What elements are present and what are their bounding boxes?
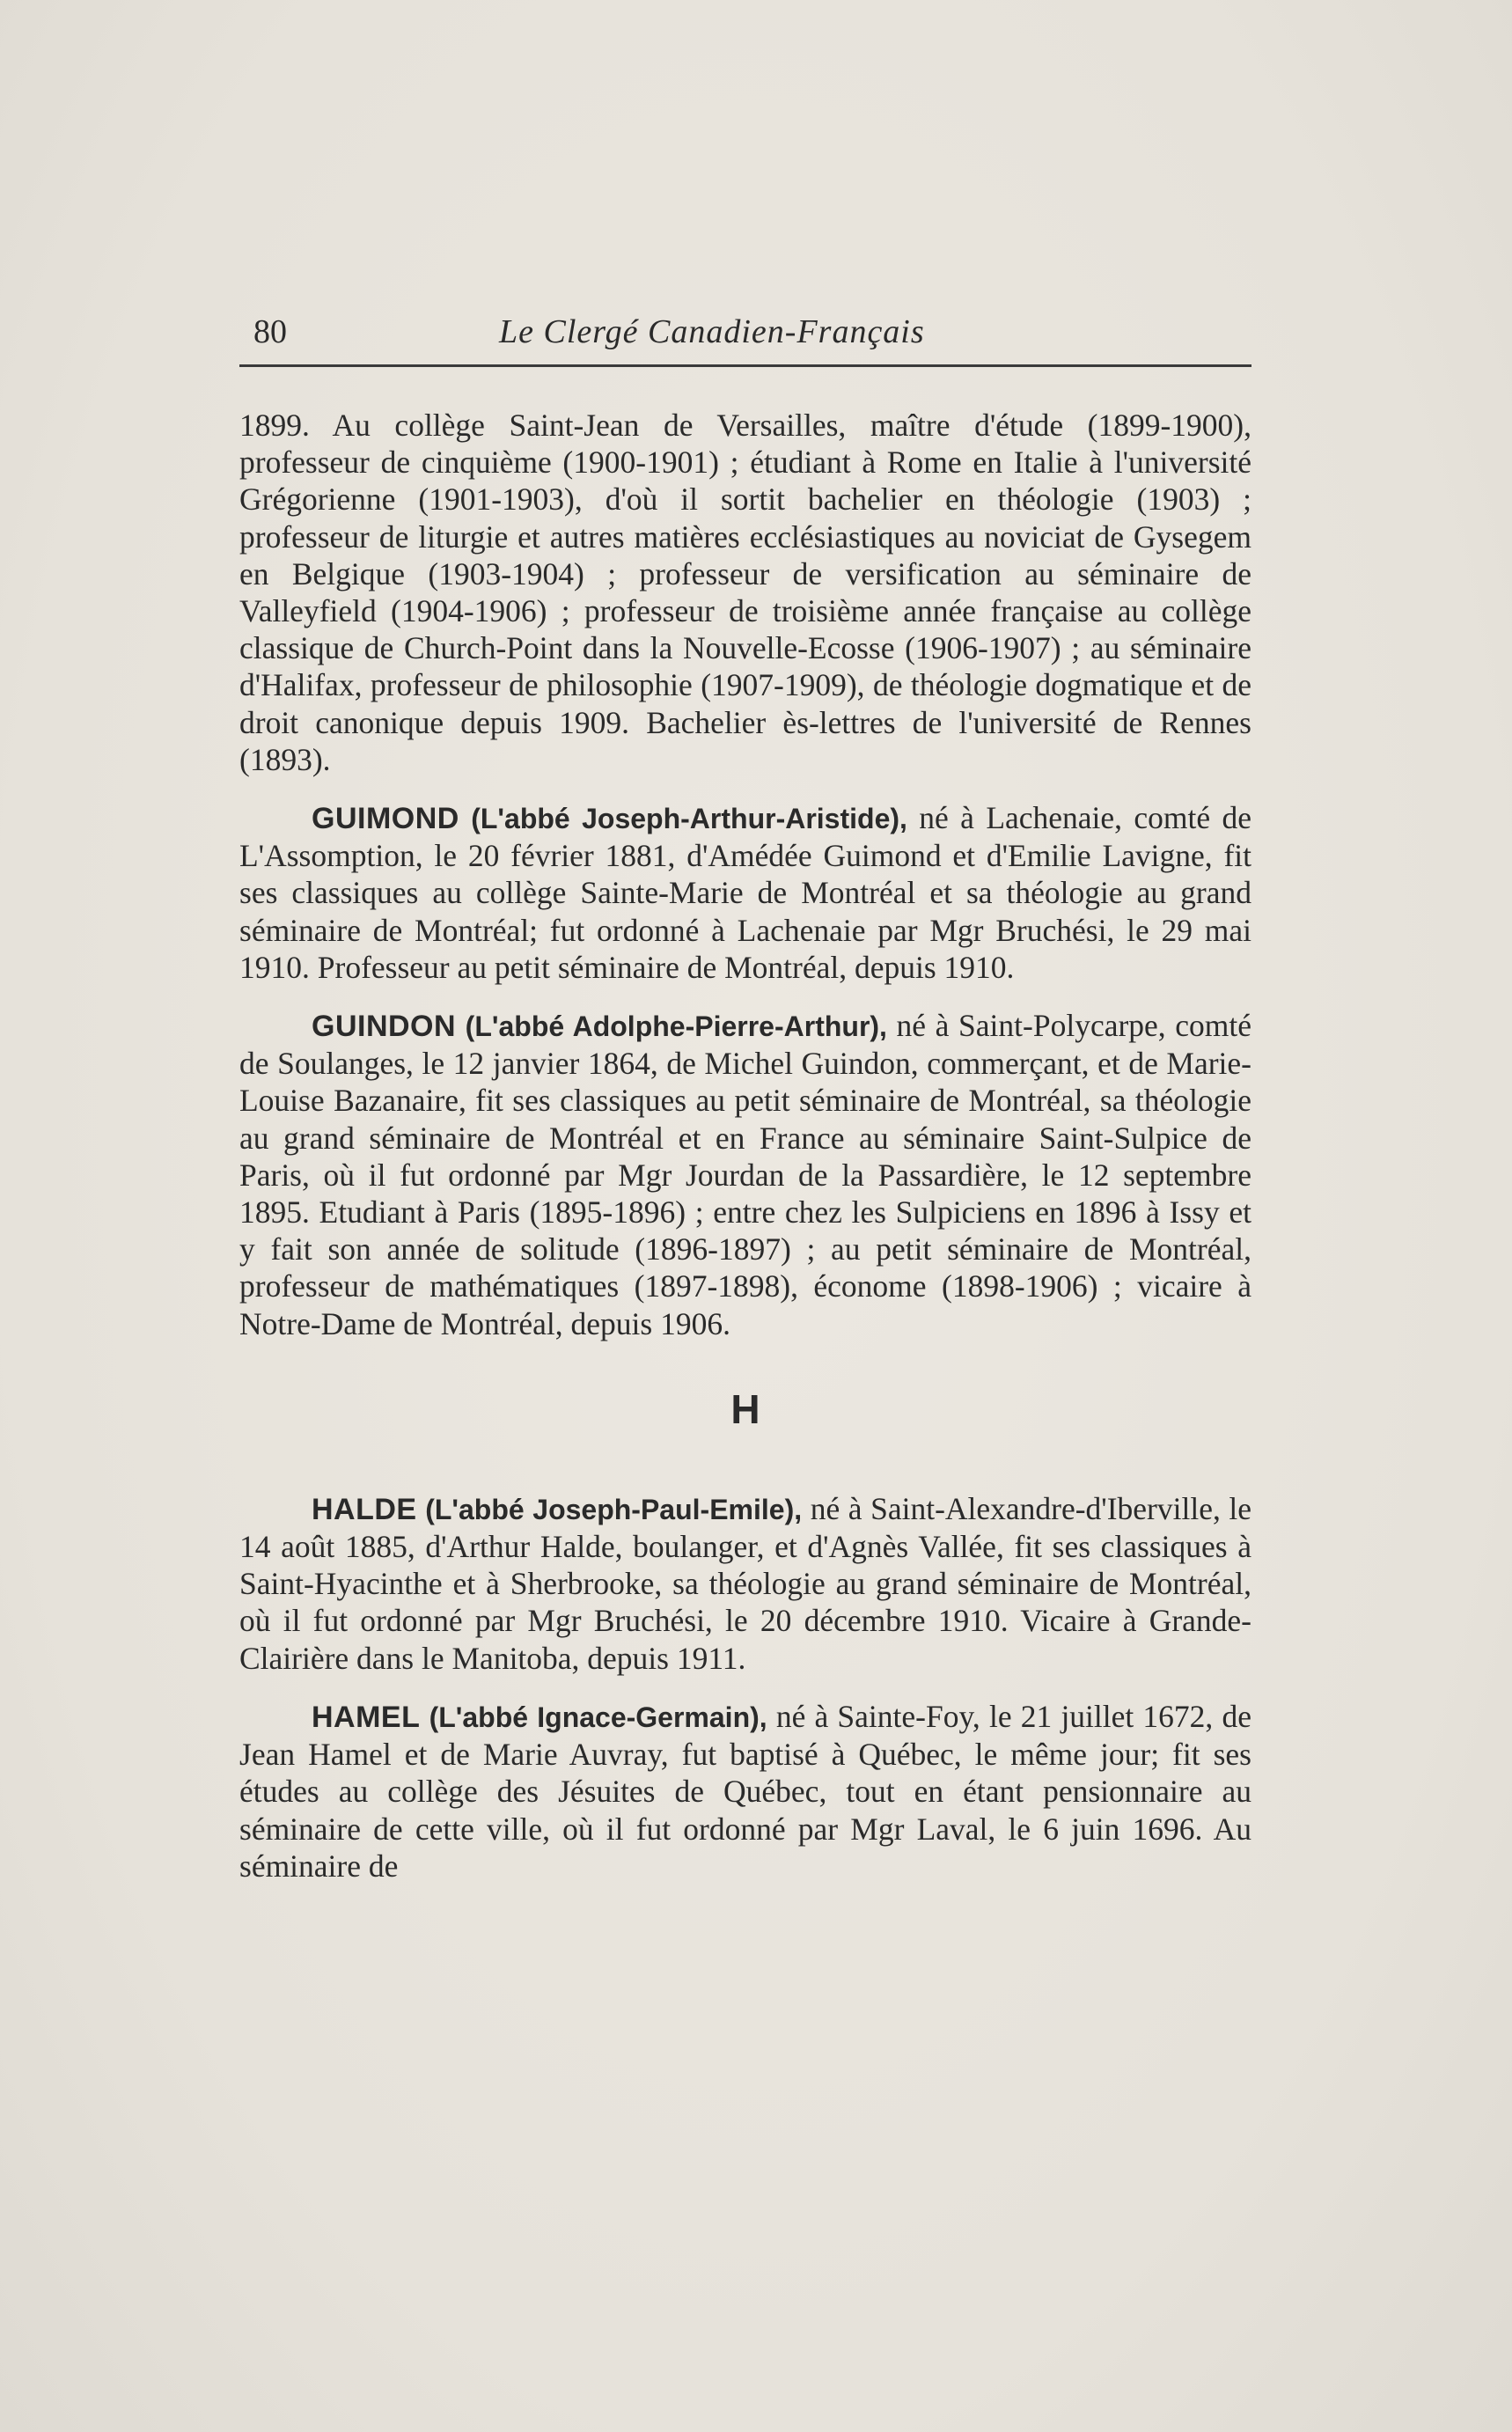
entry-halde (239, 1490, 1251, 1677)
running-title: Le Clergé Canadien-Français (499, 313, 925, 350)
page-header (239, 310, 1251, 363)
entry-surname: HALDE (312, 1492, 417, 1526)
entry-guindon (239, 1007, 1251, 1342)
entry-given-names: (L'abbé Joseph-Arthur-Aristide), (471, 803, 907, 835)
page-body (239, 407, 1251, 1906)
entry-surname: GUINDON (312, 1010, 457, 1044)
entry-surname: GUIMOND (312, 802, 459, 836)
entry-text: né à Saint-Polycarpe, comté de Soulanges, le 12 janvier 1864, de Michel Guindon, commerçant, et de Marie-Louise Bazanaire, fit ses classiques au petit séminaire de Montréal, sa théologie au grand séminaire de Montréal et en France au séminaire Saint-Sulpice de Paris, où il fut ordonné par Mgr Jourdan de la Passardière, le 12 septembre 1895. Etudiant à Paris (1895-1896) ; entre chez les Sulpiciens en 1896 à Issy et y fait son année de solitude (1896-1897) ; au petit séminaire de Montréal, professeur de mathématiques (1897-1898), économe (1898-1906) ; vicaire à Notre-Dame de Montréal, depuis 1906. (239, 1008, 1252, 1341)
entry-hamel (239, 1698, 1251, 1885)
entry-given-names: (L'abbé Adolphe-Pierre-Arthur), (465, 1010, 887, 1043)
entry-text: né à Lachenaie, comté de L'Assomption, le 20 février 1881, d'Amédée Guimond et d'Emilie Lavigne, fit ses classiques au collège Sainte-Marie de Montréal et sa théologie au grand séminaire de Montréal; fut ordonné à Lachenaie par Mgr Bruchési, le 29 mai 1910. Professeur au petit séminaire de Montréal, depuis 1910. (239, 800, 1252, 985)
page-number: 80 (253, 313, 287, 350)
entry-text: né à Saint-Alexandre-d'Iberville, le 14 août 1885, d'Arthur Halde, boulanger, et d'Agnès Vallée, fit ses classiques à Saint-Hyacinthe et à Sherbrooke, sa théologie au grand séminaire de Montréal, où il fut ordonné par Mgr Bruchési, le 20 décembre 1910. Vicaire à Grande-Clairière dans le Manitoba, depuis 1911. (239, 1490, 1252, 1676)
continuation-paragraph: 1899. Au collège Saint-Jean de Versailles, maître d'étude (1899-1900), professeur de cinquième (1900-1901) ; étudiant à Rome en Italie à l'université Grégorienne (1901-1903), d'où il sortit bachelier en théologie (1903) ; professeur de liturgie et autres matières ecclésiastiques au noviciat de Gysegem en Belgique (1903-1904) ; professeur de versification au séminaire de Valleyfield (1904-1906) ; professeur de troisième année française au collège classique de Church-Point dans la Nouvelle-Ecosse (1906-1907) ; au séminaire d'Halifax, professeur de philosophie (1907-1909), de théologie dogmatique et de droit canonique depuis 1909. Bachelier ès-lettres de l'université de Rennes (1893). (239, 408, 1251, 777)
entry-given-names: (L'abbé Ignace-Germain), (429, 1701, 767, 1733)
entry-given-names: (L'abbé Joseph-Paul-Emile), (425, 1493, 803, 1525)
header-rule (239, 364, 1251, 367)
entry-surname: HAMEL (312, 1700, 421, 1734)
section-letter-heading: H (730, 1385, 760, 1432)
entry-text: né à Sainte-Foy, le 21 juillet 1672, de Jean Hamel et de Marie Auvray, fut baptisé à Québec, le même jour; fit ses études au collège des Jésuites de Québec, tout en étant pensionnaire au séminaire de cette ville, où il fut ordonné par Mgr Laval, le 6 juin 1696. Au séminaire de (239, 1698, 1251, 1884)
entry-guimond (239, 799, 1251, 986)
